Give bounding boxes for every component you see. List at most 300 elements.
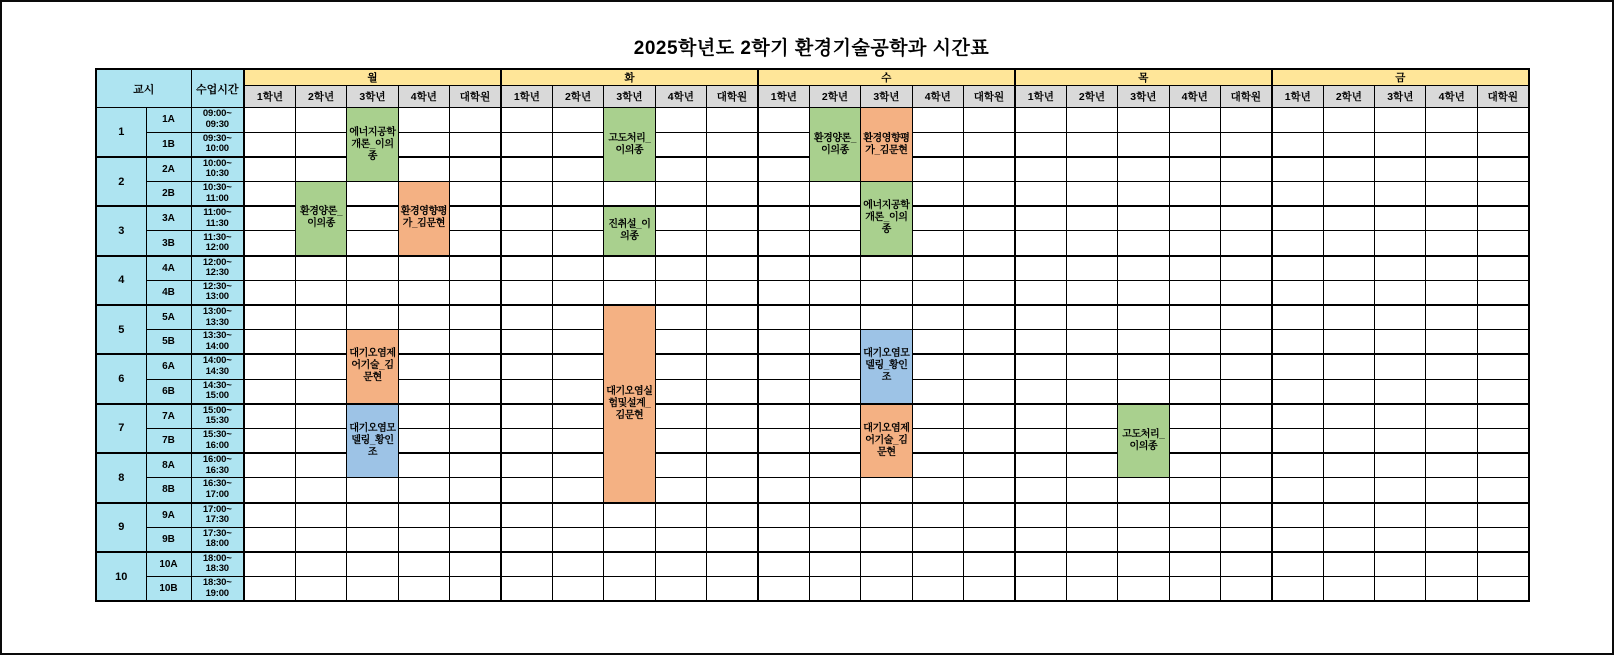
empty-cell [1066,132,1117,157]
empty-cell [1323,503,1374,528]
empty-cell [450,132,501,157]
empty-cell [1272,157,1323,182]
slot-code-cell: 8A [146,453,191,478]
empty-cell [347,527,398,552]
empty-cell [758,354,809,379]
slot-code-cell: 4B [146,280,191,305]
slot-code-cell: 10A [146,552,191,577]
empty-cell [450,527,501,552]
empty-cell [707,552,758,577]
empty-cell [963,552,1014,577]
empty-cell [1426,256,1477,281]
empty-cell [1426,503,1477,528]
time-end-text: 18:00 [205,538,229,550]
empty-cell [1220,108,1271,133]
empty-cell [1477,157,1528,182]
time-end-text: 13:30 [205,316,229,328]
empty-cell [1477,108,1528,133]
period-cell: 3 [96,206,146,255]
empty-cell [963,182,1014,207]
page-title: 2025학년도 2학기 환경기술공학과 시간표 [633,38,990,59]
empty-cell [1477,330,1528,355]
empty-cell [398,305,449,330]
empty-cell [1220,453,1271,478]
empty-cell [655,157,706,182]
empty-cell [1066,379,1117,404]
time-start-text: 09:00~ [202,108,232,120]
empty-cell [655,577,706,602]
empty-cell [912,577,963,602]
time-cell [191,231,244,256]
empty-cell [707,132,758,157]
empty-cell [501,577,552,602]
empty-cell [552,552,603,577]
time-end-text: 13:00 [205,291,229,303]
empty-cell [398,428,449,453]
empty-cell [347,231,398,256]
grade-header: 4학년 [912,86,963,108]
empty-cell [809,305,860,330]
slot-code-cell: 10B [146,577,191,602]
empty-cell [1118,527,1169,552]
empty-cell [655,231,706,256]
empty-cell [1015,527,1066,552]
slot-code-cell: 3A [146,206,191,231]
empty-cell [1118,280,1169,305]
empty-cell [1272,108,1323,133]
empty-cell [450,157,501,182]
empty-cell [758,404,809,429]
empty-cell [1477,527,1528,552]
empty-cell [655,404,706,429]
empty-cell [450,404,501,429]
empty-cell [501,453,552,478]
empty-cell [1169,527,1220,552]
empty-cell [963,379,1014,404]
empty-cell [1015,157,1066,182]
empty-cell [1220,305,1271,330]
timetable-row [96,330,1529,355]
empty-cell [912,503,963,528]
empty-cell [1323,577,1374,602]
empty-cell [963,305,1014,330]
empty-cell [655,503,706,528]
empty-cell [1066,527,1117,552]
empty-cell [398,577,449,602]
time-end-text: 09:30 [205,118,229,130]
time-end-text: 14:00 [205,340,229,352]
empty-cell [1375,503,1426,528]
time-end-text: 10:30 [205,168,229,180]
grade-header: 2학년 [809,86,860,108]
period-cell: 5 [96,305,146,354]
timetable-row [96,478,1529,503]
empty-cell [758,231,809,256]
empty-cell [501,330,552,355]
empty-cell [244,206,295,231]
empty-cell [244,330,295,355]
grade-header: 3학년 [347,86,398,108]
empty-cell [1426,453,1477,478]
empty-cell [1272,354,1323,379]
empty-cell [1169,379,1220,404]
time-cell [191,503,244,528]
empty-cell [1477,280,1528,305]
empty-cell [552,330,603,355]
empty-cell [552,182,603,207]
empty-cell [1426,478,1477,503]
empty-cell [1323,231,1374,256]
time-start-text: 09:30~ [202,132,232,144]
empty-cell [1272,280,1323,305]
empty-cell [912,478,963,503]
day-header: 수 [758,69,1015,86]
timetable-row [96,256,1529,281]
empty-cell [1426,354,1477,379]
timetable-row [96,552,1529,577]
empty-cell [1066,478,1117,503]
time-end-text: 15:30 [205,415,229,427]
empty-cell [1477,577,1528,602]
empty-cell [963,453,1014,478]
empty-cell [244,132,295,157]
empty-cell [501,428,552,453]
empty-cell [347,503,398,528]
empty-cell [244,552,295,577]
empty-cell [1272,404,1323,429]
empty-cell [861,577,912,602]
empty-cell [861,478,912,503]
empty-cell [1015,256,1066,281]
empty-cell [963,527,1014,552]
empty-cell [501,280,552,305]
empty-cell [1426,231,1477,256]
empty-cell [912,428,963,453]
empty-cell [244,182,295,207]
grade-header: 대학원 [963,86,1014,108]
empty-cell [1220,132,1271,157]
time-cell [191,428,244,453]
empty-cell [1426,305,1477,330]
empty-cell [809,206,860,231]
empty-cell [1426,552,1477,577]
empty-cell [501,552,552,577]
empty-cell [450,428,501,453]
empty-cell [1169,182,1220,207]
empty-cell [1066,280,1117,305]
empty-cell [707,404,758,429]
time-end-text: 16:00 [205,439,229,451]
empty-cell [347,478,398,503]
empty-cell [1323,108,1374,133]
empty-cell [1118,330,1169,355]
empty-cell [1220,478,1271,503]
time-end-text: 12:30 [205,267,229,279]
empty-cell [1015,503,1066,528]
empty-cell [501,231,552,256]
empty-cell [295,552,346,577]
course-block: 대기오염모델링_황인조 [347,404,398,478]
time-end-text: 15:00 [205,390,229,402]
time-start-text: 11:30~ [203,231,232,243]
empty-cell [1323,280,1374,305]
empty-cell [552,231,603,256]
empty-cell [963,503,1014,528]
empty-cell [655,428,706,453]
grade-header: 대학원 [1220,86,1271,108]
empty-cell [1066,256,1117,281]
time-end-text: 10:00 [205,143,229,155]
time-cell [191,157,244,182]
empty-cell [398,478,449,503]
empty-cell [1375,379,1426,404]
empty-cell [244,428,295,453]
grade-header: 1학년 [501,86,552,108]
empty-cell [1118,577,1169,602]
time-cell [191,379,244,404]
empty-cell [1118,478,1169,503]
empty-cell [1169,132,1220,157]
empty-cell [450,379,501,404]
empty-cell [1220,503,1271,528]
empty-cell [1375,404,1426,429]
empty-cell [1015,478,1066,503]
empty-cell [1375,157,1426,182]
empty-cell [655,527,706,552]
empty-cell [244,503,295,528]
empty-cell [809,280,860,305]
empty-cell [244,379,295,404]
empty-cell [707,453,758,478]
empty-cell [758,428,809,453]
timetable-body [96,108,1529,602]
time-start-text: 11:00~ [203,207,232,219]
empty-cell [963,354,1014,379]
timetable-table [95,68,1530,602]
empty-cell [552,577,603,602]
empty-cell [450,108,501,133]
slot-code-cell: 4A [146,256,191,281]
empty-cell [1066,157,1117,182]
day-header: 화 [501,69,758,86]
empty-cell [1066,404,1117,429]
empty-cell [1066,354,1117,379]
empty-cell [1323,256,1374,281]
time-start-text: 14:30~ [202,379,232,391]
empty-cell [809,354,860,379]
empty-cell [655,354,706,379]
empty-cell [1169,280,1220,305]
empty-cell [758,280,809,305]
empty-cell [707,428,758,453]
empty-cell [912,354,963,379]
empty-cell [1375,256,1426,281]
empty-cell [1169,577,1220,602]
timetable-row [96,577,1529,602]
empty-cell [1375,206,1426,231]
empty-cell [1220,256,1271,281]
empty-cell [707,182,758,207]
grade-header: 대학원 [707,86,758,108]
empty-cell [1015,330,1066,355]
course-block: 에너지공학개론_이의종 [861,182,912,256]
timetable-row [96,453,1529,478]
course-block: 진취설_이의종 [604,206,655,255]
empty-cell [1375,182,1426,207]
empty-cell [1015,552,1066,577]
empty-cell [244,256,295,281]
grade-header: 4학년 [1169,86,1220,108]
empty-cell [809,231,860,256]
empty-cell [1118,379,1169,404]
empty-cell [295,527,346,552]
time-end-text: 19:00 [205,587,229,599]
day-header: 월 [244,69,501,86]
empty-cell [963,330,1014,355]
empty-cell [707,577,758,602]
empty-cell [1220,157,1271,182]
empty-cell [1066,206,1117,231]
empty-cell [450,280,501,305]
empty-cell [552,108,603,133]
empty-cell [1169,404,1220,429]
empty-cell [244,527,295,552]
empty-cell [1426,379,1477,404]
period-cell: 10 [96,552,146,601]
empty-cell [604,527,655,552]
empty-cell [1118,552,1169,577]
empty-cell [912,157,963,182]
grade-header: 2학년 [1323,86,1374,108]
empty-cell [707,503,758,528]
empty-cell [604,182,655,207]
course-block: 대기오염제어기술_김문현 [861,404,912,478]
time-end-text: 17:00 [205,488,229,500]
empty-cell [1066,108,1117,133]
empty-cell [295,453,346,478]
timetable-header [96,69,1529,108]
empty-cell [1323,330,1374,355]
empty-cell [1426,182,1477,207]
empty-cell [347,305,398,330]
empty-cell [809,478,860,503]
empty-cell [1375,354,1426,379]
course-block: 환경양론_이의종 [295,182,346,256]
empty-cell [1375,330,1426,355]
empty-cell [1323,552,1374,577]
day-header-row [96,69,1529,86]
time-start-text: 17:30~ [202,527,232,539]
empty-cell [1220,330,1271,355]
empty-cell [1118,503,1169,528]
empty-cell [1477,182,1528,207]
slot-code-cell: 9B [146,527,191,552]
empty-cell [707,256,758,281]
empty-cell [963,206,1014,231]
time-column-header: 수업시간 [191,69,244,108]
empty-cell [501,503,552,528]
empty-cell [244,404,295,429]
course-block: 고도처리_이의종 [1118,404,1169,478]
time-cell [191,132,244,157]
empty-cell [1220,404,1271,429]
empty-cell [1426,577,1477,602]
empty-cell [1477,503,1528,528]
empty-cell [963,478,1014,503]
empty-cell [809,453,860,478]
time-start-text: 16:30~ [202,478,232,490]
empty-cell [295,428,346,453]
empty-cell [398,330,449,355]
period-cell: 7 [96,404,146,453]
empty-cell [450,330,501,355]
empty-cell [861,256,912,281]
empty-cell [398,379,449,404]
empty-cell [707,157,758,182]
empty-cell [758,527,809,552]
empty-cell [1272,552,1323,577]
empty-cell [1169,330,1220,355]
empty-cell [1015,231,1066,256]
grade-header: 2학년 [295,86,346,108]
empty-cell [1477,428,1528,453]
empty-cell [1015,428,1066,453]
empty-cell [1015,182,1066,207]
empty-cell [1118,108,1169,133]
empty-cell [758,132,809,157]
empty-cell [1015,280,1066,305]
empty-cell [1426,280,1477,305]
empty-cell [912,182,963,207]
empty-cell [1323,132,1374,157]
time-cell [191,453,244,478]
empty-cell [1066,231,1117,256]
empty-cell [655,256,706,281]
empty-cell [398,108,449,133]
empty-cell [347,256,398,281]
empty-cell [1118,256,1169,281]
timetable-row [96,280,1529,305]
empty-cell [552,132,603,157]
empty-cell [1015,354,1066,379]
empty-cell [809,552,860,577]
empty-cell [655,305,706,330]
empty-cell [552,354,603,379]
empty-cell [758,206,809,231]
empty-cell [758,577,809,602]
empty-cell [758,182,809,207]
empty-cell [1169,552,1220,577]
empty-cell [552,157,603,182]
grade-header: 3학년 [1118,86,1169,108]
empty-cell [1477,404,1528,429]
empty-cell [244,354,295,379]
empty-cell [450,256,501,281]
empty-cell [1375,478,1426,503]
empty-cell [655,552,706,577]
period-cell: 2 [96,157,146,206]
empty-cell [552,379,603,404]
timetable-row [96,354,1529,379]
empty-cell [501,527,552,552]
empty-cell [1323,379,1374,404]
empty-cell [963,108,1014,133]
empty-cell [552,478,603,503]
empty-cell [1015,132,1066,157]
time-cell [191,577,244,602]
empty-cell [963,404,1014,429]
empty-cell [1426,157,1477,182]
